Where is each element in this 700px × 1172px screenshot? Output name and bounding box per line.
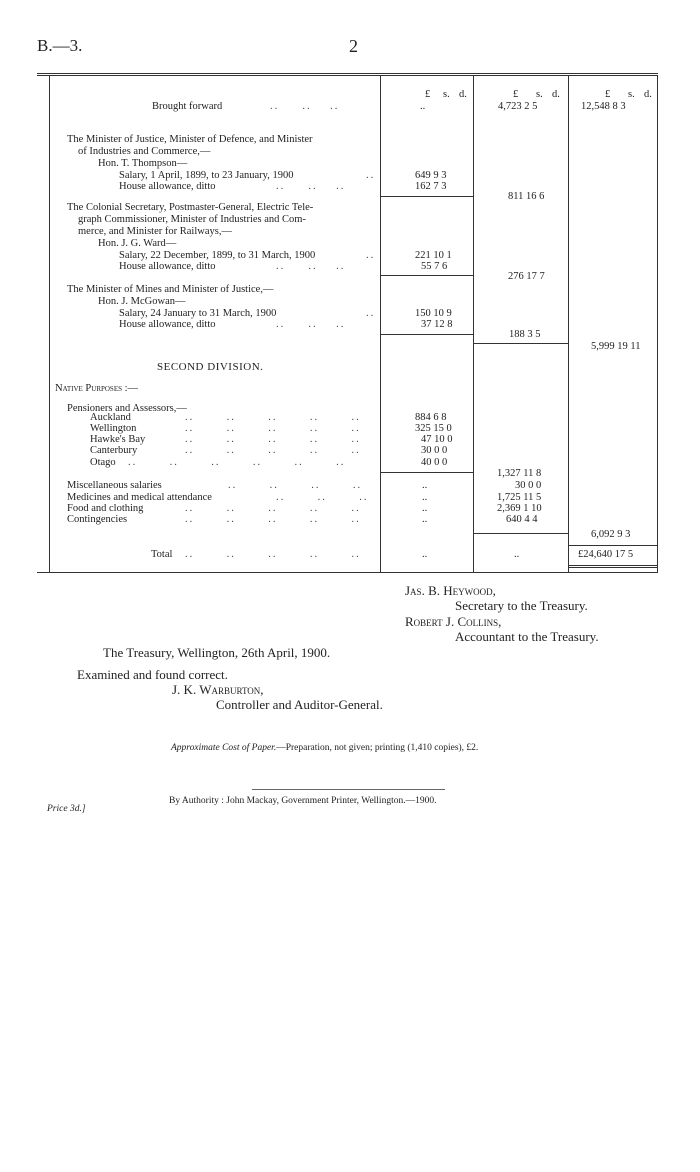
table-top-rule — [37, 73, 658, 74]
division-rule — [474, 533, 568, 534]
c3-pound: £ — [605, 89, 611, 100]
grand-total-rule-bottom-2 — [569, 567, 657, 568]
colonial-title-line1: The Colonial Secretary, Postmaster-General, Electric Tele- — [67, 202, 314, 213]
brought-forward-c1: .. — [420, 101, 426, 112]
leader-dots: .. .. .. — [276, 181, 346, 192]
brought-forward-c2: 4,723 2 5 — [498, 101, 538, 112]
mines-house-label: House allowance, ditto — [119, 319, 216, 330]
misc-c2: 1,725 11 5 — [497, 492, 542, 503]
leader-dots: .. — [366, 250, 376, 261]
colonial-salary-label: Salary, 22 December, 1899, to 31 March, 1900 — [119, 250, 316, 261]
col-divider-right — [657, 76, 658, 572]
c2-shilling: s. — [536, 89, 543, 100]
heywood-name: Jas. B. Heywood, — [405, 583, 496, 598]
leader-dots: .. .. .. — [270, 101, 340, 112]
region-label: Hawke's Bay — [90, 434, 146, 445]
justice-minister-name: Hon. T. Thompson— — [98, 158, 188, 169]
heywood-title: Secretary to the Treasury. — [455, 598, 588, 613]
leader-dots: .. .. .. .. — [228, 480, 363, 491]
c2-pence: d. — [552, 89, 560, 100]
pensioners-heading: Pensioners and Assessors,— — [67, 403, 187, 414]
col-divider-3 — [568, 76, 569, 572]
collins-name: Robert J. Collins, — [405, 614, 502, 629]
leader-dots: .. .. .. .. .. — [185, 445, 361, 456]
first-division-total: 5,999 19 11 — [591, 341, 641, 352]
leader-dots: .. .. .. — [276, 319, 346, 330]
c1-pound: £ — [425, 89, 431, 100]
mines-salary-c1: 150 10 9 — [415, 308, 452, 319]
second-division-heading: SECOND DIVISION. — [157, 361, 264, 373]
justice-salary-label: Salary, 1 April, 1899, to 23 January, 1900 — [119, 170, 294, 181]
total-label: Total — [151, 549, 173, 560]
examined-text: Examined and found correct. — [77, 667, 228, 682]
c3-pence: d. — [644, 89, 652, 100]
misc-c2: 2,369 1 10 — [497, 503, 542, 514]
misc-label: Food and clothing — [67, 503, 144, 514]
mines-subtotal: 188 3 5 — [509, 329, 541, 340]
division-rule — [474, 343, 568, 344]
subtotal-rule — [381, 275, 473, 276]
leader-dots: .. .. .. — [276, 261, 346, 272]
leader-dots: .. — [366, 170, 376, 181]
place-date: The Treasury, Wellington, 26th April, 1900. — [103, 645, 331, 660]
collins-title: Accountant to the Treasury. — [455, 629, 599, 644]
justice-subtotal: 811 16 6 — [508, 191, 545, 202]
cost-text: —Preparation, not given; printing (1,410 copies), £2. — [276, 743, 479, 753]
colonial-minister-name: Hon. J. G. Ward— — [98, 238, 177, 249]
authority-line: By Authority : John Mackay, Government Printer, Wellington.—1900. — [169, 796, 437, 806]
grand-total-rule-top — [569, 545, 657, 546]
table-top-rule-2 — [37, 75, 658, 76]
subtotal-rule — [381, 196, 473, 197]
leader-dots: .. .. .. — [276, 492, 369, 503]
mines-minister-name: Hon. J. McGowan— — [98, 296, 186, 307]
table-bottom-rule — [37, 572, 658, 573]
justice-salary-c1: 649 9 3 — [415, 170, 447, 181]
region-label: Canterbury — [90, 445, 138, 456]
col-divider-left — [49, 76, 50, 572]
leader-dots: .. — [366, 308, 376, 319]
region-c1: 30 0 0 — [421, 445, 448, 456]
mines-title-line1: The Minister of Mines and Minister of Justice,— — [67, 284, 274, 295]
justice-house-c1: 162 7 3 — [415, 181, 447, 192]
price: Price 3d.] — [47, 804, 86, 814]
misc-c1: .. — [422, 480, 428, 491]
c1-shilling: s. — [443, 89, 450, 100]
total-c1: .. — [422, 549, 428, 560]
misc-c2: 640 4 4 — [506, 514, 538, 525]
region-c1: 884 6 8 — [415, 412, 447, 423]
footer-rule — [252, 789, 445, 790]
region-label: Otago — [90, 457, 116, 468]
colonial-house-c1: 55 7 6 — [421, 261, 448, 272]
warburton-name: J. K. Warburton, — [172, 682, 264, 697]
justice-house-label: House allowance, ditto — [119, 181, 216, 192]
pensioners-total: 1,327 11 8 — [497, 468, 542, 479]
justice-title-line1: The Minister of Justice, Minister of Defence, and Minister — [67, 134, 313, 145]
native-purposes-heading: Native Purposes :— — [55, 383, 139, 394]
leader-dots: .. .. .. .. .. — [185, 549, 361, 560]
cost-label: Approximate Cost of Paper. — [171, 743, 277, 753]
leader-dots: .. .. .. .. .. — [185, 514, 361, 525]
misc-c1: .. — [422, 503, 428, 514]
colonial-title-line2: graph Commissioner, Minister of Industries and Com- — [78, 214, 306, 225]
leader-dots: .. .. .. .. .. — [185, 503, 361, 514]
document-ref: B.—3. — [37, 36, 83, 55]
colonial-title-line3: merce, and Minister for Railways,— — [78, 226, 232, 237]
leader-dots: .. .. .. .. .. — [185, 434, 361, 445]
region-c1: 325 15 0 — [415, 423, 452, 434]
brought-forward-c3: 12,548 8 3 — [581, 101, 626, 112]
col-divider-1 — [380, 76, 381, 572]
col-divider-2 — [473, 76, 474, 572]
warburton-title: Controller and Auditor-General. — [216, 697, 383, 712]
page-number: 2 — [349, 36, 358, 56]
region-label: Wellington — [90, 423, 137, 434]
c1-pence: d. — [459, 89, 467, 100]
second-division-total: 6,092 9 3 — [591, 529, 631, 540]
misc-c2: 30 0 0 — [515, 480, 542, 491]
region-c1: 47 10 0 — [421, 434, 453, 445]
misc-c1: .. — [422, 514, 428, 525]
misc-label: Miscellaneous salaries — [67, 480, 162, 491]
c2-pound: £ — [513, 89, 519, 100]
brought-forward-label: Brought forward — [152, 101, 223, 112]
leader-dots: .. .. .. .. .. — [185, 423, 361, 434]
justice-title-line2: of Industries and Commerce,— — [78, 146, 211, 157]
colonial-salary-c1: 221 10 1 — [415, 250, 452, 261]
colonial-subtotal: 276 17 7 — [508, 271, 545, 282]
misc-label: Contingencies — [67, 514, 128, 525]
grand-total: £24,640 17 5 — [578, 549, 634, 560]
subtotal-rule — [381, 334, 473, 335]
region-c1: 40 0 0 — [421, 457, 448, 468]
mines-salary-label: Salary, 24 January to 31 March, 1900 — [119, 308, 277, 319]
c3-shilling: s. — [628, 89, 635, 100]
mines-house-c1: 37 12 8 — [421, 319, 453, 330]
total-c2: .. — [514, 549, 520, 560]
misc-c1: .. — [422, 492, 428, 503]
grand-total-rule-bottom — [569, 565, 657, 566]
cost-of-paper — [171, 743, 478, 753]
misc-label: Medicines and medical attendance — [67, 492, 212, 503]
leader-dots: .. .. .. .. .. .. — [128, 457, 346, 468]
colonial-house-label: House allowance, ditto — [119, 261, 216, 272]
region-label: Auckland — [90, 412, 131, 423]
leader-dots: .. .. .. .. .. — [185, 412, 361, 423]
subtotal-rule — [381, 472, 473, 473]
